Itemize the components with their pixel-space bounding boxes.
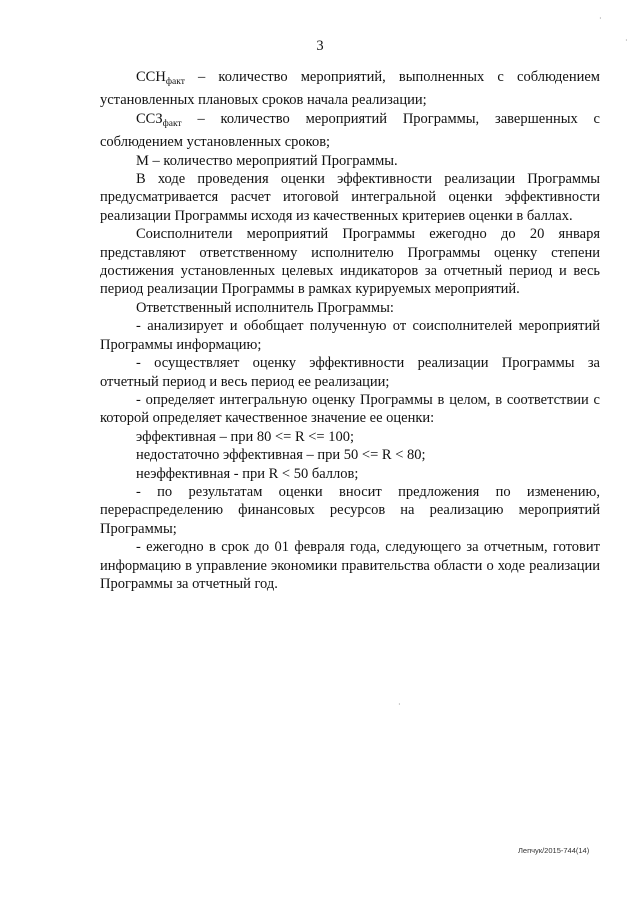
paragraph-evaluation: В ходе проведения оценки эффективности реализации Программы предусматривается расчет итоговой интегральной оценки эффективности реализации Программы исходя из качественных критериев оценки в баллах. bbox=[100, 171, 600, 224]
document-body bbox=[100, 68, 600, 593]
definition-symbol: М bbox=[136, 152, 149, 169]
duty-item: - ежегодно в срок до 01 февраля года, следующего за отчетным, готовит информацию в управление экономики правительства области о ходе реализации Программы за отчетный год. bbox=[100, 539, 600, 592]
definition-symbol: ССЗ bbox=[136, 110, 163, 127]
definition-text: – количество мероприятий, выполненных с соблюдением установленных плановых сроков начала реализации; bbox=[100, 69, 600, 109]
scan-speck: · bbox=[599, 14, 602, 23]
scan-speck: · bbox=[625, 36, 628, 45]
duty-item: - по результатам оценки вносит предложения по изменению, перераспределению финансовых ресурсов на реализацию мероприятий Программы; bbox=[100, 483, 600, 537]
rating-insufficient: недостаточно эффективная – при 50 <= R < 80; bbox=[136, 447, 426, 464]
rating-ineffective: неэффективная - при R < 50 баллов; bbox=[136, 465, 359, 482]
definition-ssn bbox=[100, 68, 600, 110]
duty-item: - осуществляет оценку эффективности реализации Программы за отчетный период и весь период ее реализации; bbox=[100, 355, 600, 390]
definition-text: – количество мероприятий Программы. bbox=[148, 152, 398, 169]
rating-effective: эффективная – при 80 <= R <= 100; bbox=[136, 428, 354, 445]
duty-item: - определяет интегральную оценку Программы в целом, в соответствии с которой определяет качественное значение ее оценки: bbox=[100, 391, 600, 427]
definition-m bbox=[100, 152, 600, 170]
definition-subscript: факт bbox=[165, 77, 185, 87]
paragraph-responsible: Ответственный исполнитель Программы: bbox=[136, 299, 394, 316]
footer-document-code: Лепчук/2015-744(14) bbox=[518, 846, 590, 855]
definition-symbol: ССН bbox=[136, 69, 166, 85]
definition-text: – количество мероприятий Программы, завершенных с соблюдением установленных сроков; bbox=[100, 110, 600, 151]
duty-item: - анализирует и обобщает полученную от соисполнителей мероприятий Программы информацию; bbox=[100, 318, 600, 353]
scan-speck: · bbox=[398, 700, 401, 709]
definition-ssz bbox=[100, 110, 600, 152]
page-number: 3 bbox=[316, 38, 324, 54]
paragraph-coexecutors: Соисполнители мероприятий Программы ежегодно до 20 января представляют ответственному исполнителю Программы оценку степени достижения установленных целевых индикаторов за отчетный период и весь период реализации Программы в рамках курируемых мероприятий. bbox=[100, 226, 600, 298]
definition-subscript: факт bbox=[162, 118, 182, 129]
